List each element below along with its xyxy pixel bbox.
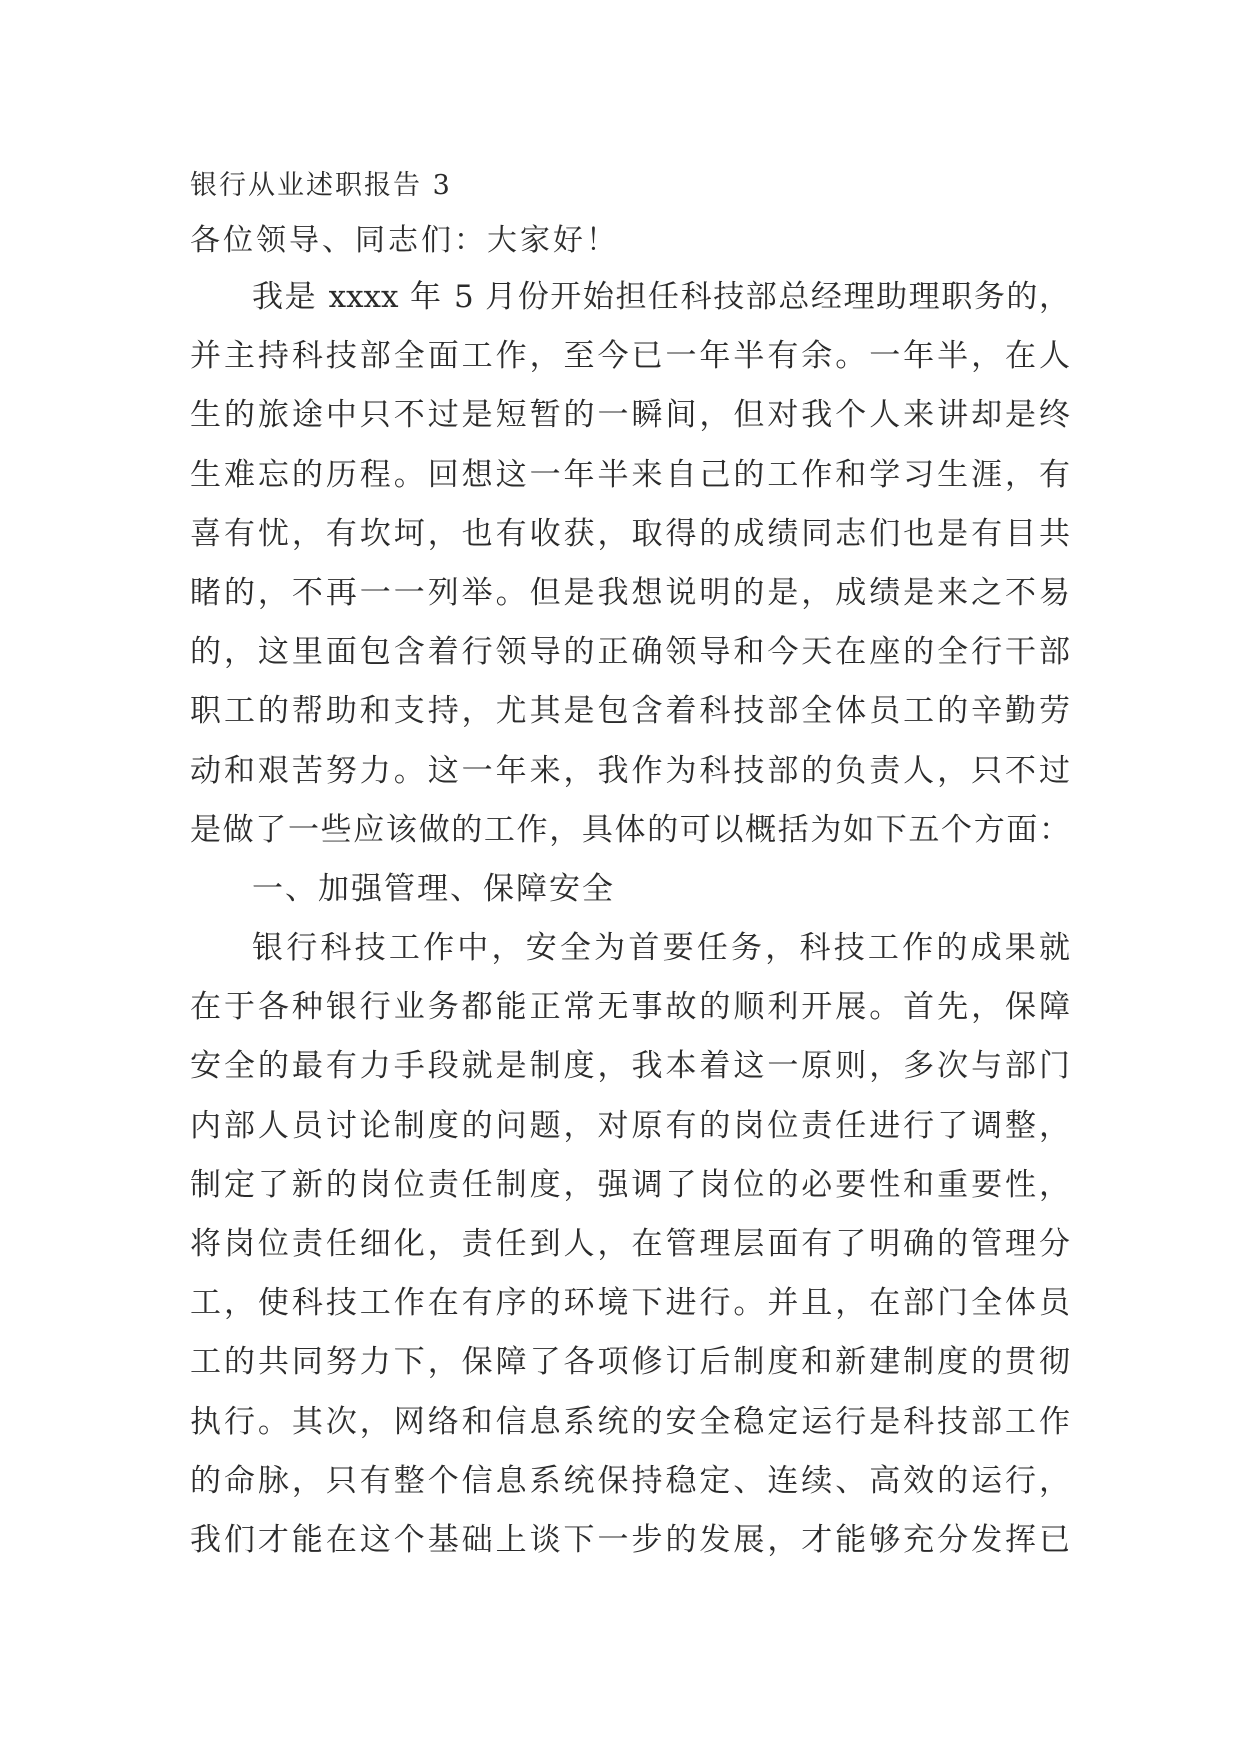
text-line: 制定了新的岗位责任制度，强调了岗位的必要性和重要性， <box>190 1166 1070 1203</box>
paragraph-2 <box>190 919 1070 1570</box>
text-line: 我是 xxxx 年 5 月份开始担任科技部总经理助理职务的， <box>252 279 1070 315</box>
text-line: 我们才能在这个基础上谈下一步的发展，才能够充分发挥已 <box>190 1521 1070 1558</box>
text-line: 银行科技工作中，安全为首要任务，科技工作的成果就 <box>252 930 1070 967</box>
text-line: 喜有忧，有坎坷，也有收获，取得的成绩同志们也是有目共 <box>190 515 1070 552</box>
greeting: 各位领导、同志们：大家好！ <box>190 223 619 258</box>
text-line: 的，这里面包含着行领导的正确领导和今天在座的全行干部 <box>190 634 1070 671</box>
text-line: 睹的，不再一一列举。但是我想说明的是，成绩是来之不易 <box>190 574 1070 611</box>
text-line: 生的旅途中只不过是短暂的一瞬间，但对我个人来讲却是终 <box>190 397 1070 434</box>
text-line: 动和艰苦努力。这一年来，我作为科技部的负责人，只不过 <box>190 752 1070 789</box>
text-line: 职工的帮助和支持，尤其是包含着科技部全体员工的辛勤劳 <box>190 693 1070 730</box>
section-heading: 一、加强管理、保障安全 <box>252 870 615 907</box>
text-line: 的命脉，只有整个信息系统保持稳定、连续、高效的运行， <box>190 1462 1070 1499</box>
document-title: 银行从业述职报告 3 <box>190 170 452 201</box>
text-line: 工的共同努力下，保障了各项修订后制度和新建制度的贯彻 <box>190 1344 1070 1381</box>
text-line: 安全的最有力手段就是制度，我本着这一原则，多次与部门 <box>190 1048 1070 1085</box>
text-line: 将岗位责任细化，责任到人，在管理层面有了明确的管理分 <box>190 1226 1070 1262</box>
text-line: 在于各种银行业务都能正常无事故的顺利开展。首先，保障 <box>190 989 1070 1026</box>
text-line: 内部人员讨论制度的问题，对原有的岗位责任进行了调整， <box>190 1107 1070 1144</box>
text-line: 执行。其次，网络和信息系统的安全稳定运行是科技部工作 <box>190 1403 1070 1440</box>
text-line: 是做了一些应该做的工作，具体的可以概括为如下五个方面： <box>190 811 1070 848</box>
text-line: 工，使科技工作在有序的环境下进行。并且，在部门全体员 <box>190 1285 1070 1322</box>
text-line: 并主持科技部全面工作，至今已一年半有余。一年半，在人 <box>190 338 1070 375</box>
paragraph-1 <box>190 268 1070 860</box>
text-line: 生难忘的历程。回想这一年半来自己的工作和学习生涯，有 <box>190 456 1070 493</box>
document-body <box>190 158 1070 1570</box>
